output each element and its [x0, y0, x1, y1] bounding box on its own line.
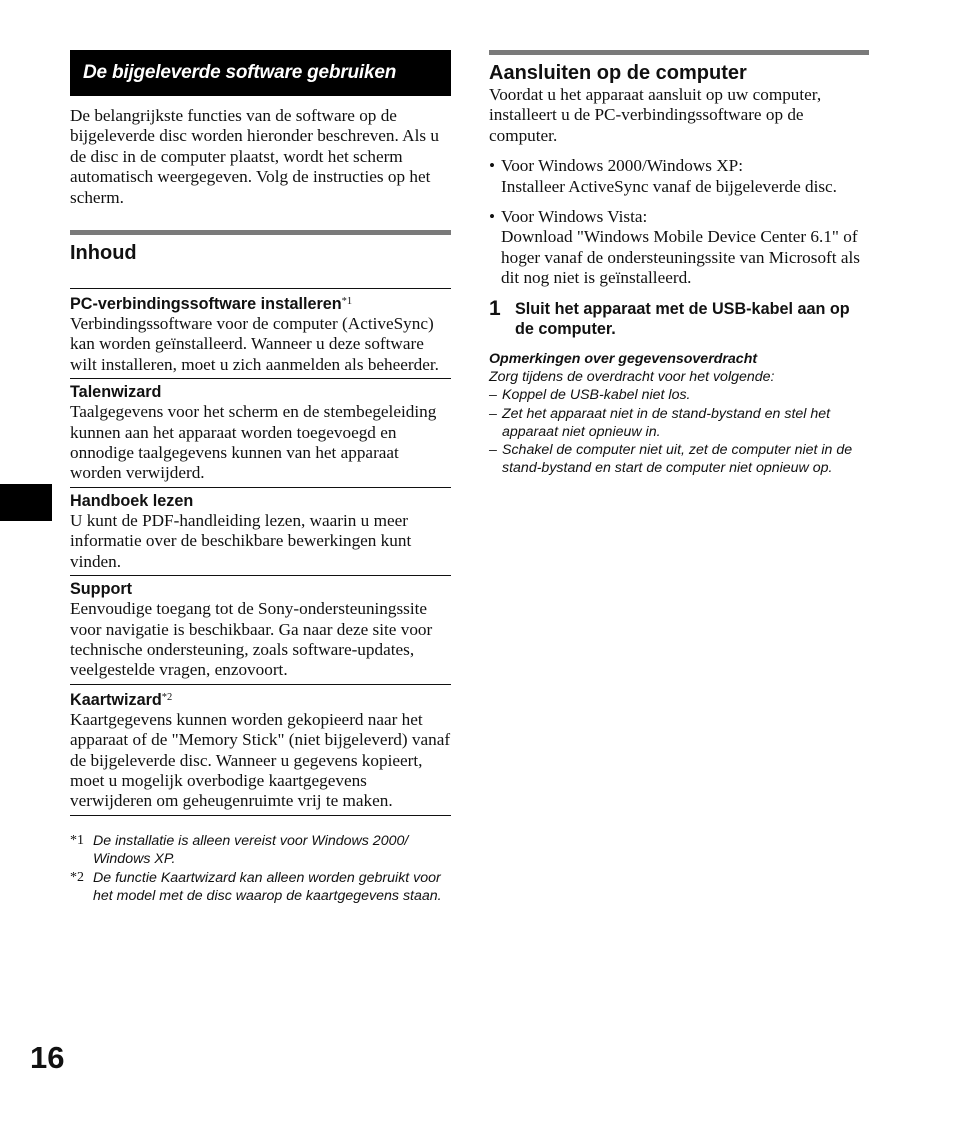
entry-title: Support — [70, 580, 133, 599]
note-item — [489, 441, 869, 478]
footnote-ref: *2 — [161, 691, 173, 703]
footnote-text: De installatie is alleen vereist voor Windows 2000/ Windows XP. — [93, 832, 409, 868]
note-item — [489, 386, 869, 404]
note-text: Koppel de USB-kabel niet los. — [502, 387, 691, 404]
transfer-notes — [489, 350, 869, 478]
contents-entry — [70, 684, 451, 816]
left-column — [70, 50, 451, 905]
connect-intro: Voordat u het apparaat aansluit op uw computer, installeert u de PC-verbindingssoftware op de computer. — [489, 85, 822, 145]
bullet-dot: • — [489, 207, 496, 227]
note-text: Schakel de computer niet uit, zet de computer niet in de stand-bystand en start de computer niet opnieuw op. — [502, 442, 853, 477]
contents-entry — [70, 487, 451, 575]
section-title: De bijgeleverde software gebruiken — [83, 62, 397, 83]
contents-heading: Inhoud — [70, 242, 137, 265]
section-rule — [489, 50, 869, 55]
entry-text: Eenvoudige toegang tot de Sony-ondersteuningssite voor navigatie is beschikbaar. Ga naar deze site voor technische ondersteuning, zoals software-updates, veelgestelde vragen, enzovoort. — [70, 599, 433, 680]
entry-text: Verbindingssoftware voor de computer (ActiveSync) kan worden geïnstalleerd. Wanneer u deze software wilt installeren, moet u zich aanmelden als beheerder. — [70, 314, 439, 374]
section-rule — [70, 230, 451, 235]
bullet-dot: • — [489, 156, 496, 176]
contents-entry — [70, 378, 451, 487]
intro-paragraph: De belangrijkste functies van de software op de bijgeleverde disc worden hieronder beschreven. Als u de disc in de computer plaatst, wordt het scherm automatisch weergegeven. Volg de instructies op het scherm. — [70, 106, 439, 207]
section-title-bar — [70, 50, 451, 96]
bullet-title: Voor Windows Vista: — [501, 207, 648, 227]
step-1 — [489, 296, 869, 340]
bullet-item — [489, 156, 869, 197]
connect-heading: Aansluiten op de computer — [489, 62, 747, 84]
note-dash: – — [489, 442, 497, 459]
bullet-title: Voor Windows 2000/Windows XP: — [501, 156, 743, 176]
note-dash: – — [489, 405, 497, 422]
footnote-text: De functie Kaartwizard kan alleen worden gebruikt voor het model met de disc waarop de kaartgegevens staan. — [93, 869, 442, 904]
bullet-item — [489, 207, 869, 289]
bullet-text: Download "Windows Mobile Device Center 6.1" of hoger vanaf de ondersteuningssite van Microsoft als dit nog niet is geïnstalleerd. — [501, 227, 860, 288]
footnote-ref: *1 — [341, 296, 353, 308]
entry-title: Kaartwizard — [70, 690, 162, 709]
entry-title: PC-verbindingssoftware installeren — [70, 295, 342, 314]
note-text: Zet het apparaat niet in de stand-bystand en stel het apparaat niet opnieuw in. — [502, 405, 831, 440]
entry-text: Kaartgegevens kunnen worden gekopieerd naar het apparaat of de "Memory Stick" (niet bijgeleverd) vanaf de bijgeleverde disc. Wanneer u gegevens kopieert, moet u mogelijk overbodige kaartgegevens verwijderen om geheugenruimte vrij te maken. — [70, 709, 451, 811]
chapter-tab — [0, 484, 52, 521]
contents-section — [70, 230, 451, 816]
note-item — [489, 405, 869, 442]
entry-text: U kunt de PDF-handleiding lezen, waarin u meer informatie over de beschikbare bewerkingen kunt vinden. — [70, 510, 412, 571]
footnotes — [70, 832, 451, 906]
bullet-text: Installeer ActiveSync vanaf de bijgeleverde disc. — [501, 176, 837, 196]
entry-title: Handboek lezen — [70, 491, 194, 510]
notes-lead: Zorg tijdens de overdracht voor het volgende: — [489, 368, 775, 385]
footnote-mark: *2 — [70, 869, 84, 885]
step-text: Sluit het apparaat met de USB-kabel aan op de computer. — [515, 299, 850, 339]
entry-title: Talenwizard — [70, 383, 162, 402]
step-number: 1 — [489, 296, 501, 320]
footnote — [70, 832, 451, 869]
footnote — [70, 869, 451, 906]
page-number: 16 — [30, 1040, 65, 1075]
right-column — [489, 50, 869, 478]
footnote-mark: *1 — [70, 832, 84, 848]
contents-entry — [70, 288, 451, 378]
entry-text: Taalgegevens voor het scherm en de stembegeleiding kunnen aan het apparaat worden toegevoegd en onnodige taalgegevens kunnen van het apparaat worden verwijderd. — [70, 402, 437, 483]
note-dash: – — [489, 387, 497, 404]
notes-title: Opmerkingen over gegevensoverdracht — [489, 350, 758, 367]
contents-entry — [70, 575, 451, 684]
